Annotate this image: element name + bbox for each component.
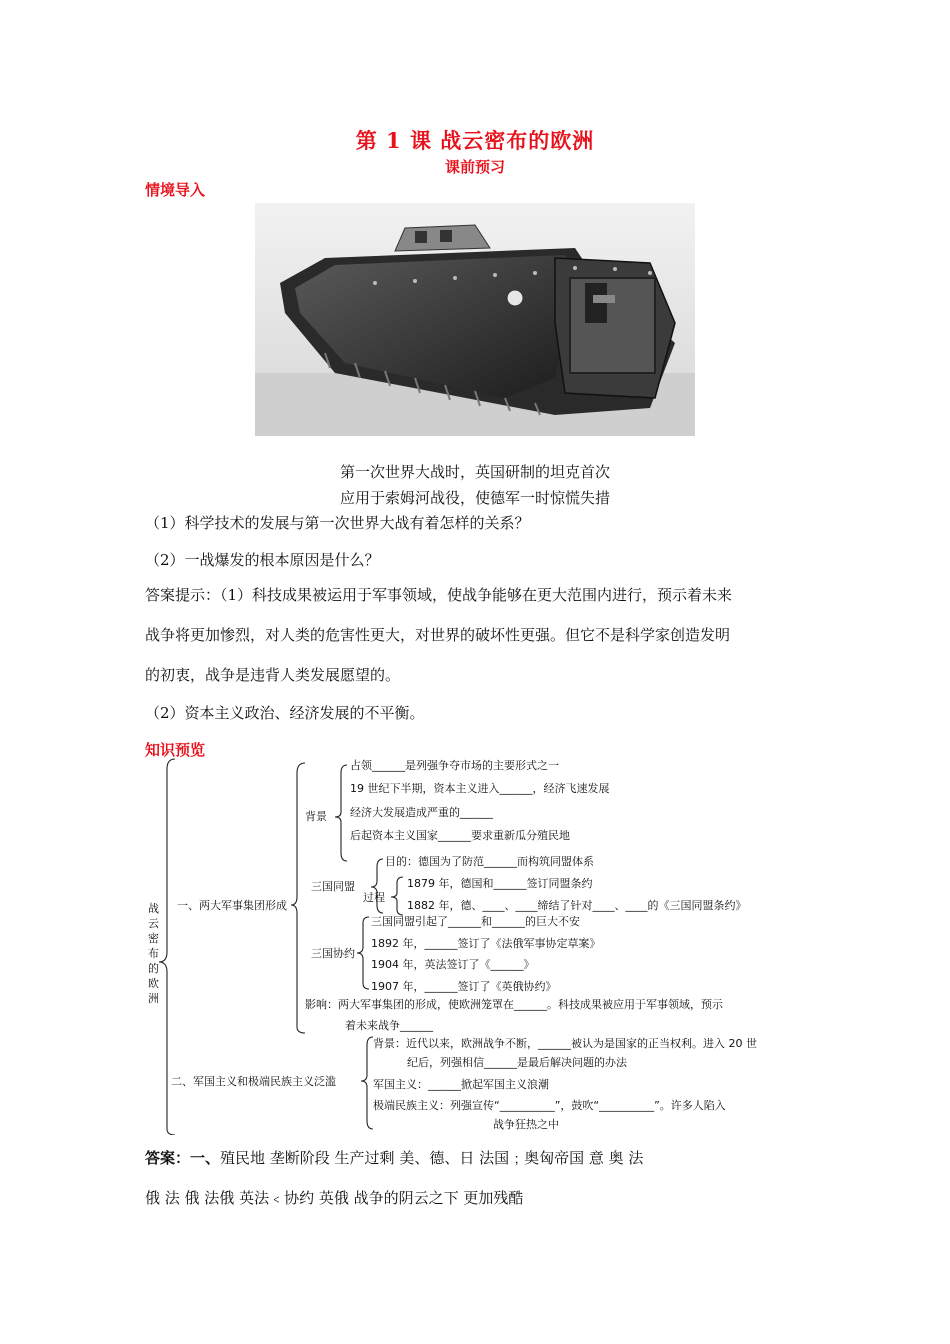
answer-label: 答案：一、: [145, 1149, 221, 1167]
map-branch-1: 一、两大军事集团形成: [177, 899, 287, 912]
question-1: （1）科学技术的发展与第一次世界大战有着怎样的关系？: [145, 514, 530, 532]
answer-hint-line4: （2）资本主义政治、经济发展的不平衡。: [145, 704, 425, 722]
map-root-label: [148, 901, 159, 1005]
question-2: （2）一战爆发的根本原因是什么？: [145, 551, 380, 569]
map-bg-2: 19 世纪下半期，资本主义进入______，经济飞速发展: [350, 782, 610, 795]
map-bg-3: 经济大发展造成严重的______: [350, 806, 493, 819]
map-entente-4: 1907 年，______签订了《英俄协约》: [371, 980, 557, 993]
map-entente-2: 1892 年，______签订了《法俄军事协定草案》: [371, 937, 601, 950]
answer-hint-line1: 答案提示：（1）科技成果被运用于军事领域，使战争能够在更大范围内进行，预示着未来: [145, 586, 733, 604]
map-triple-2: 1879 年，德国和______签订同盟条约: [407, 877, 593, 890]
map-triple-1: 目的：德国为了防范______而构筑同盟体系: [385, 855, 594, 868]
map-impact-1: 影响：两大军事集团的形成，使欧洲笼罩在______。科技成果被应用于军事领域，预示: [305, 998, 723, 1011]
answer-line2: 俄 法 俄 法俄 英法﹤协约 英俄 战争的阴云之下 更加残酷: [145, 1189, 524, 1207]
answer-hint-line3: 的初衷，战争是违背人类发展愿望的。: [145, 666, 401, 684]
map-impact-2: 着未来战争______: [345, 1019, 433, 1032]
svg-text:欧: 欧: [148, 977, 159, 990]
answer-text-1: 殖民地 垄断阶段 生产过剩 美、德、日 法国﹔奥匈帝国 意 奥 法: [220, 1149, 644, 1167]
page-title: 第 1 课 战云密布的欧洲: [355, 128, 595, 153]
knowledge-map: [145, 757, 805, 1135]
map-bg-4: 后起资本主义国家______要求重新瓜分殖民地: [350, 829, 570, 842]
answer-hint-line2: 战争将更加惨烈，对人类的危害性更大，对世界的破坏性更强。但它不是科学家创造发明: [145, 626, 731, 644]
svg-text:洲: 洲: [148, 992, 159, 1005]
section-heading-intro: 情境导入: [145, 181, 206, 199]
svg-text:布: 布: [148, 947, 159, 960]
map-militarism-4: 极端民族主义：列强宣传“__________”，鼓吹“__________”。许多人陷入: [373, 1099, 726, 1112]
svg-text:的: 的: [148, 962, 159, 975]
map-entente-1: 三国同盟引起了______和______的巨大不安: [371, 915, 580, 928]
map-militarism-2: 纪后，列强相信______是最后解决问题的办法: [407, 1056, 627, 1069]
tank-photo: [255, 203, 695, 436]
photo-caption-line2: 应用于索姆河战役，使德军一时惊慌失措: [339, 489, 610, 507]
map-militarism-3: 军国主义：______掀起军国主义浪潮: [373, 1078, 549, 1091]
map-entente-3: 1904 年，英法签订了《______》: [371, 958, 535, 971]
map-militarism-5: 战争狂热之中: [493, 1118, 559, 1131]
answer-line1: [145, 1147, 810, 1168]
section-heading-preview: 知识预览: [145, 741, 206, 759]
svg-text:战: 战: [148, 902, 159, 915]
map-branch-2: 二、军国主义和极端民族主义泛滥: [171, 1075, 336, 1088]
svg-text:密: 密: [148, 932, 159, 945]
page-subtitle: 课前预习: [444, 158, 505, 176]
photo-caption-line1: 第一次世界大战时，英国研制的坦克首次: [339, 463, 610, 481]
map-entente-label: 三国协约: [311, 947, 355, 960]
map-bg-1: 占领______是列强争夺市场的主要形式之一: [350, 759, 559, 772]
map-militarism-1: 背景：近代以来，欧洲战争不断，______被认为是国家的正当权利。进入 20 世: [373, 1037, 757, 1050]
map-triple-alliance-label: 三国同盟: [311, 880, 355, 893]
svg-text:云: 云: [148, 917, 159, 930]
map-bg-label: 背景: [305, 810, 327, 823]
map-process-label: 过程: [363, 891, 385, 904]
map-triple-3: 1882 年，德、____、____缔结了针对____、____的《三国同盟条约》: [407, 899, 747, 912]
